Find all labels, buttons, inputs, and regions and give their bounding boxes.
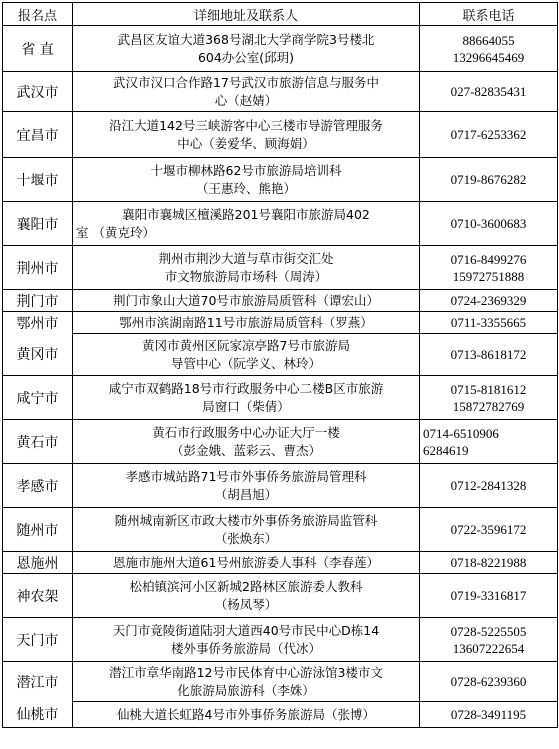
phone-cell: 0715-8181612 15872782769 — [420, 376, 558, 420]
address-cell: 鄂州市滨湖南路11号市旅游局质管科（罗燕） — [73, 312, 420, 334]
address-cell: 松柏镇滨河小区新城2路林区旅游委人教科 （杨凤琴） — [73, 574, 420, 618]
phone-cell: 0724-2369329 — [420, 290, 558, 312]
city-cell: 恩施州 — [3, 552, 73, 574]
address-cell: 荆州市荆沙大道与草市街交汇处 市文物旅游局市场科（周涛） — [73, 246, 420, 290]
table-row — [3, 376, 558, 420]
address-cell: 咸宁市双鹤路18号市行政服务中心二楼B区市旅游 局窗口（柴倩） — [73, 376, 420, 420]
address-cell: 潜江市章华南路12号市民体育中心游泳馆3楼市文 化旅游局旅游科（李姝） — [73, 662, 420, 702]
table-row — [3, 618, 558, 662]
address-cell: 沿江大道142号三峡游客中心三楼市导游管理服务 中心（姜爱华、顾海娟） — [73, 112, 420, 158]
address-cell: 十堰市柳林路62号市旅游局培训科 （王惠玲、熊艳） — [73, 158, 420, 202]
phone-cell: 0728-5225505 13607222654 — [420, 618, 558, 662]
city-cell: 咸宁市 — [3, 376, 73, 420]
phone-cell: 0719-8676282 — [420, 158, 558, 202]
table-row — [3, 202, 558, 246]
city-cell: 仙桃市 — [3, 702, 73, 728]
table-row — [3, 464, 558, 508]
city-cell: 黄冈市 — [3, 334, 73, 376]
header-phone: 联系电话 — [420, 3, 558, 26]
city-cell: 鄂州市 — [3, 312, 73, 334]
phone-cell: 0728-6239360 — [420, 662, 558, 702]
table-row — [3, 420, 558, 464]
header-city: 报名点 — [3, 3, 73, 26]
registration-contact-table — [2, 2, 558, 728]
table-row — [3, 508, 558, 552]
city-cell: 孝感市 — [3, 464, 73, 508]
table-row — [3, 702, 558, 728]
city-cell: 黄石市 — [3, 420, 73, 464]
phone-cell: 027-82835431 — [420, 72, 558, 112]
city-cell: 荆门市 — [3, 290, 73, 312]
address-cell: 荆门市象山大道70号市旅游局质管科（谭宏山） — [73, 290, 420, 312]
table-row — [3, 26, 558, 72]
header-address: 详细地址及联系人 — [73, 3, 420, 26]
table-row — [3, 290, 558, 312]
phone-cell: 0719-3316817 — [420, 574, 558, 618]
city-cell: 天门市 — [3, 618, 73, 662]
address-cell: 襄阳市襄城区檀溪路201号襄阳市旅游局402 室 （黄克玲） — [73, 202, 420, 246]
table-row — [3, 246, 558, 290]
address-cell: 天门市竟陵街道陆羽大道西40号市民中心D栋14 楼外事侨务旅游局（代冰） — [73, 618, 420, 662]
table-row — [3, 574, 558, 618]
phone-cell: 0716-8499276 15972751888 — [420, 246, 558, 290]
phone-cell: 0718-8221988 — [420, 552, 558, 574]
city-cell: 随州市 — [3, 508, 73, 552]
city-cell: 荆州市 — [3, 246, 73, 290]
city-cell: 十堰市 — [3, 158, 73, 202]
table-row — [3, 334, 558, 376]
table-row — [3, 312, 558, 334]
phone-cell: 0713-8618172 — [420, 334, 558, 376]
city-cell: 神农架 — [3, 574, 73, 618]
phone-cell: 0717-6253362 — [420, 112, 558, 158]
address-cell: 仙桃大道长虹路4号市外事侨务旅游局（张博） — [73, 702, 420, 728]
header-row — [3, 3, 558, 26]
city-cell: 宜昌市 — [3, 112, 73, 158]
address-cell: 武汉市汉口合作路17号武汉市旅游信息与服务中 心（赵婧） — [73, 72, 420, 112]
address-cell: 恩施市施州大道61号州旅游委人事科（李春莲） — [73, 552, 420, 574]
table-row — [3, 112, 558, 158]
table-row — [3, 552, 558, 574]
table-row — [3, 662, 558, 702]
phone-cell: 0722-3596172 — [420, 508, 558, 552]
table-row — [3, 72, 558, 112]
address-cell: 武昌区友谊大道368号湖北大学商学院3号楼北 604办公室(邱玥) — [73, 26, 420, 72]
phone-cell: 0712-2841328 — [420, 464, 558, 508]
phone-cell: 88664055 13296645469 — [420, 26, 558, 72]
address-cell: 随州城南新区市政大楼市外事侨务旅游局监管科 （张焕东） — [73, 508, 420, 552]
table-row — [3, 158, 558, 202]
phone-cell: 0728-3491195 — [420, 702, 558, 728]
address-cell: 黄石市行政服务中心办证大厅一楼 （彭金娥、蓝彩云、曹杰） — [73, 420, 420, 464]
phone-cell: 0710-3600683 — [420, 202, 558, 246]
address-cell: 黄冈市黄州区阮家凉亭路7号市旅游局 导管中心（阮学义、林玲） — [73, 334, 420, 376]
city-cell: 武汉市 — [3, 72, 73, 112]
city-cell: 潜江市 — [3, 662, 73, 702]
address-cell: 孝感市城站路71号市外事侨务旅游局管理科 （胡昌旭） — [73, 464, 420, 508]
city-cell: 省 直 — [3, 26, 73, 72]
city-cell: 襄阳市 — [3, 202, 73, 246]
phone-cell: 0711-3355665 — [420, 312, 558, 334]
phone-cell: 0714-6510906 6284619 — [420, 420, 558, 464]
